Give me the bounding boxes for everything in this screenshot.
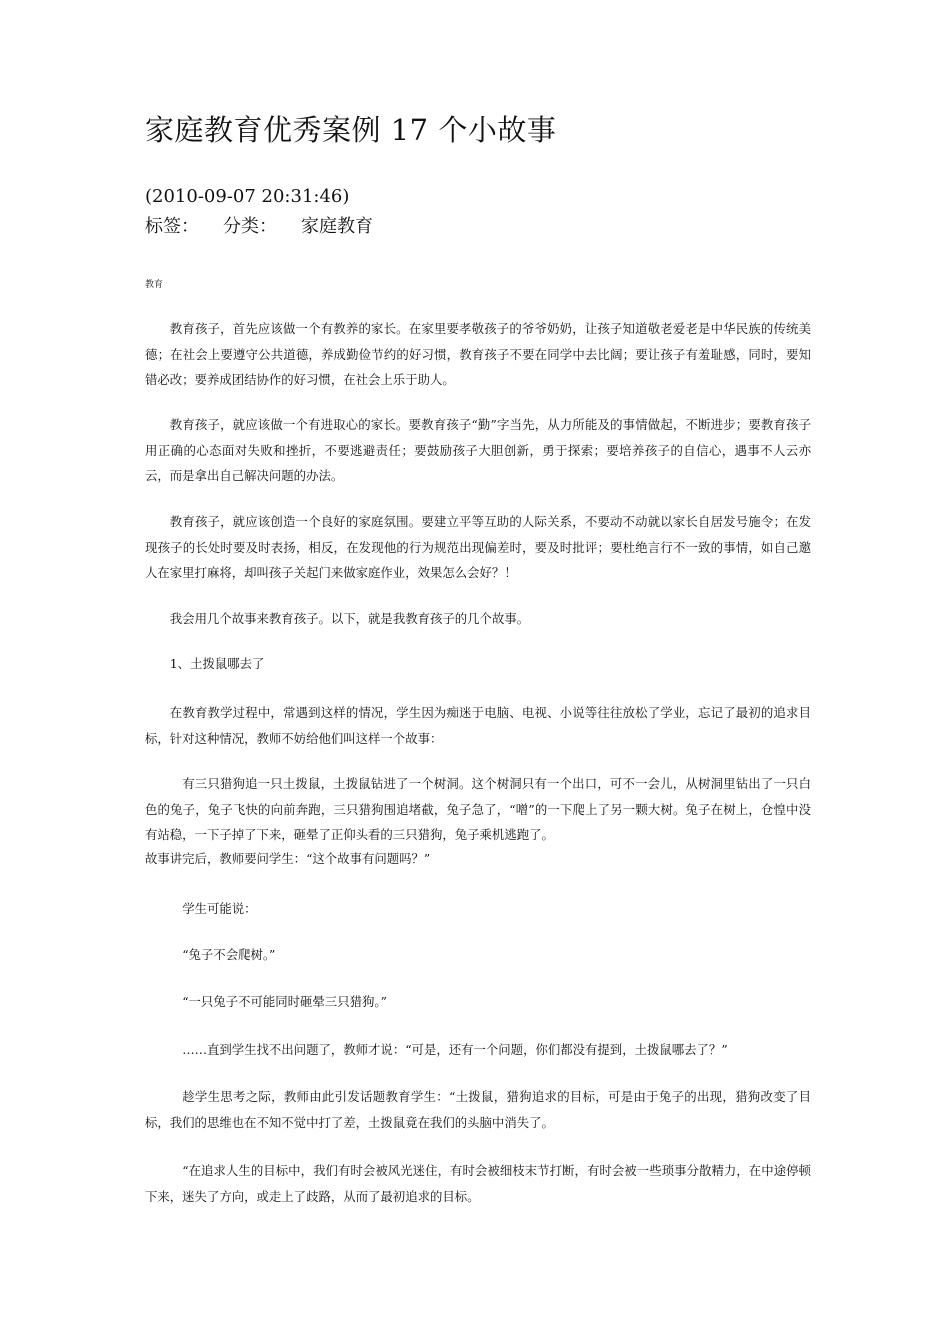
paragraph-1: 教育孩子，首先应该做一个有教养的家长。在家里要孝敬孩子的爷爷奶奶，让孩子知道敬老爱老是中华民族的传统美德；在社会上要遵守公共道德，养成勤俭节约的好习惯，教育孩子不要在同学中去比阔；要让孩子有羞耻感，同时，要知错必改；要养成团结协作的好习惯，在社会上乐于助人。: [145, 321, 811, 387]
post-date: (2010-09-07 20:31:46): [145, 186, 350, 207]
page-title: 家庭教育优秀案例 17 个小故事: [145, 113, 557, 147]
category-label: 分类：: [223, 216, 277, 237]
story-question: 故事讲完后，教师要问学生：“这个故事有问题吗？”: [145, 851, 431, 866]
small-tag-label: 教育: [145, 280, 164, 290]
paragraph-conclusion: “在追求人生的目标中，我们有时会被风光迷住，有时会被细枝末节打断，有时会被一些琐事分散精力，在中途停顿下来，迷失了方向，或走上了歧路，从而了最初追求的目标。: [145, 1163, 811, 1204]
story-text: 有三只猎狗追一只土拨鼠，土拨鼠钻进了一个树洞。这个树洞只有一个出口，可不一会儿，从树洞里钻出了一只白色的兔子，兔子飞快的向前奔跑，三只猎狗围追堵截，兔子急了，“噌”的一下爬上了另一颗大树。兔子在树上，仓惶中没有站稳，一下子掉了下来，砸晕了正仰头看的三只猎狗，兔子乘机逃跑了。: [145, 776, 811, 842]
paragraph-lesson: 趁学生思考之际，教师由此引发话题教育学生：“土拨鼠，猎狗追求的目标，可是由于兔子的出现，猎狗改变了目标，我们的思维也在不知不觉中打了差，土拨鼠竟在我们的头脑中消失了。: [145, 1089, 811, 1130]
tags-label: 标签：: [145, 216, 199, 237]
paragraph-5: 在教育教学过程中，常遇到这样的情况，学生因为痴迷于电脑、电视、小说等往往放松了学业，忘记了最初的追求目标，针对这种情况，教师不妨给他们叫这样一个故事：: [145, 705, 811, 746]
paragraph-4: 我会用几个故事来教育孩子。以下，就是我教育孩子的几个故事。: [169, 611, 530, 626]
paragraph-3: 教育孩子，就应该创造一个良好的家庭氛围。要建立平等互助的人际关系，不要动不动就以家长自居发号施令；在发现孩子的长处时要及时表扬，相反，在发现他的行为规范出现偏差时，要及时批评；要杜绝言行不一致的事情，如自己邀人在家里打麻将，却叫孩子关起门来做家庭作业，效果怎么会好？！: [145, 514, 811, 580]
paragraph-2: 教育孩子，就应该做一个有进取心的家长。要教育孩子“勤”字当先，从力所能及的事情做起，不断进步；要教育孩子用正确的心态面对失败和挫折，不要逃避责任；要鼓励孩子大胆创新，勇于探索；要培养孩子的自信心，遇事不人云亦云，而是拿出自己解决问题的办法。: [145, 417, 811, 483]
answer-2: “一只兔子不可能同时砸晕三只猎狗。”: [182, 994, 387, 1009]
tags-line: [145, 212, 397, 238]
story-heading: 1、土拨鼠哪去了: [169, 656, 265, 671]
answer-1: “兔子不会爬树。”: [182, 947, 276, 962]
category-value[interactable]: 家庭教育: [301, 216, 373, 237]
students-may-say: 学生可能说：: [182, 901, 257, 916]
teacher-reply: ……直到学生找不出问题了，教师才说：“可是，还有一个问题，你们都没有提到，土拨鼠哪去了？”: [182, 1042, 728, 1057]
